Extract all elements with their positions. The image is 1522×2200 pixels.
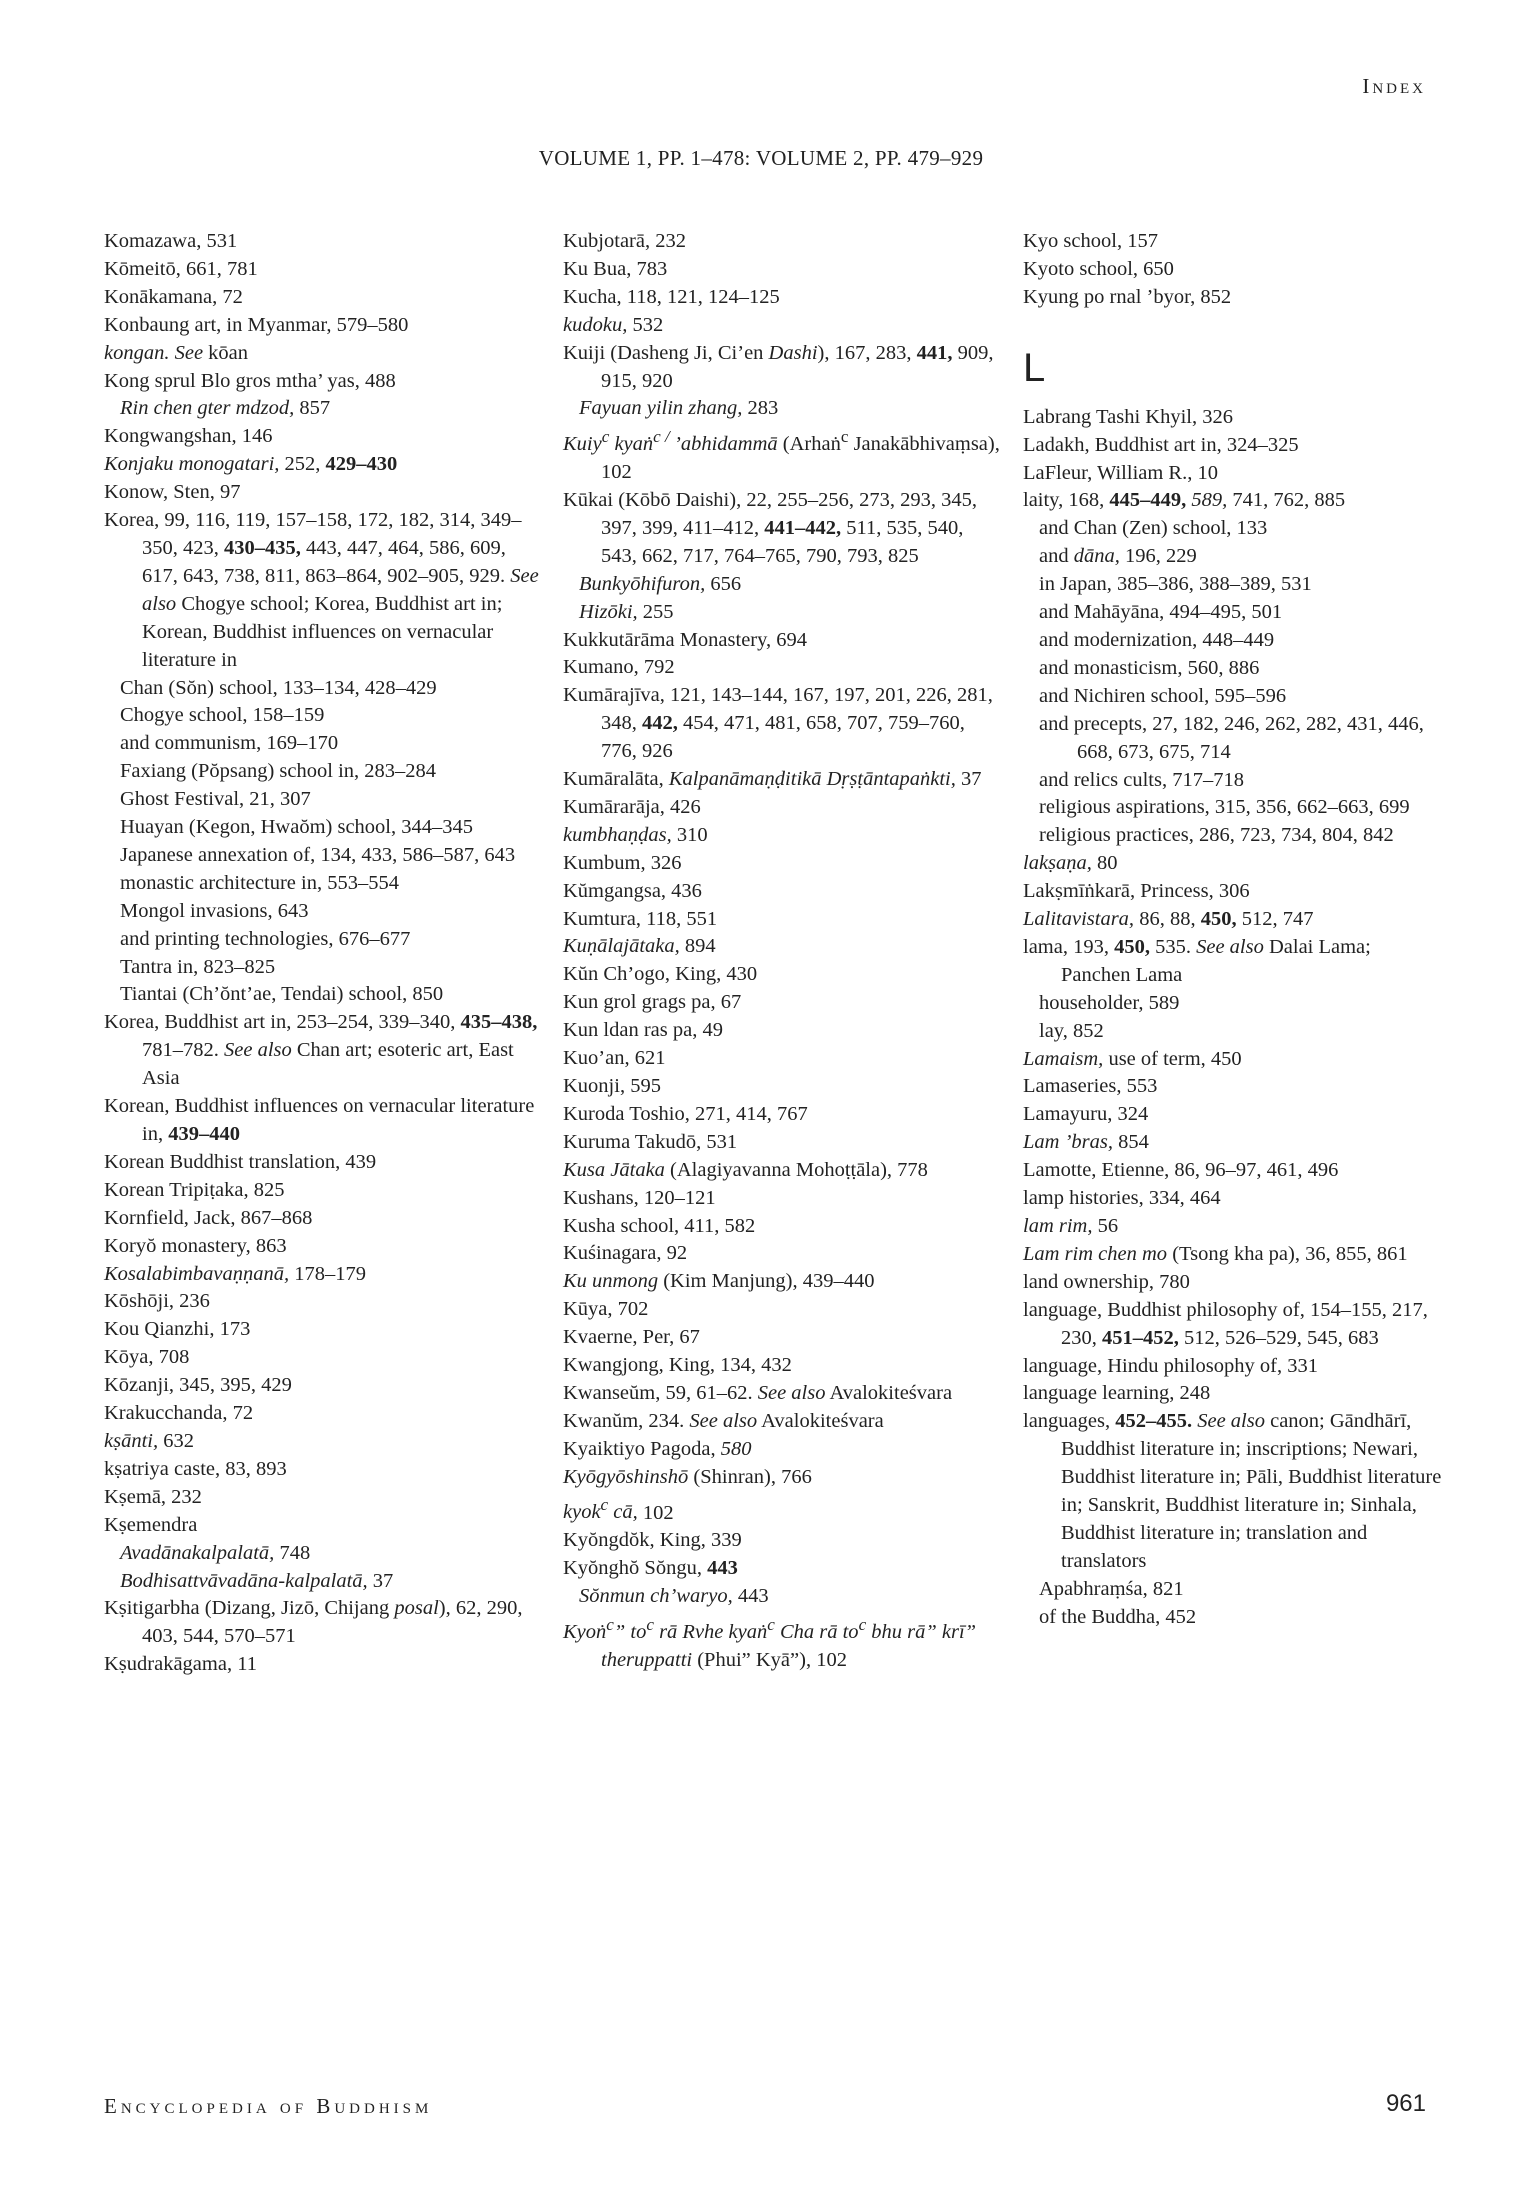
index-entry: Konākamana, 72	[104, 285, 243, 308]
index-entry: Kyŏnghŏ Sŏngu, 443	[563, 1557, 738, 1580]
index-entry: kumbhaṇḍas, 310	[563, 823, 708, 846]
index-entry: Kumano, 792	[563, 656, 675, 679]
index-entry: Kuiy$^c$ kyaṅ$^{c /}$ ’abhidammā (Arhaṅ$^c$ Janakābhivaṃsa), 102	[563, 427, 1000, 484]
index-subentry: and relics cults, 717–718	[1039, 768, 1244, 791]
index-entry: lama, 193, 450, 535. See also Dalai Lama; Panchen Lama	[1023, 935, 1371, 986]
index-entry: Kṣitigarbha (Dizang, Jizō, Chijang posal), 62, 290, 403, 544, 570–571	[104, 1597, 523, 1648]
index-column-1	[104, 228, 544, 1679]
index-subentry: householder, 589	[1039, 991, 1180, 1014]
index-entry: Ku unmong (Kim Manjung), 439–440	[563, 1270, 875, 1293]
index-entry: Kumtura, 118, 551	[563, 907, 718, 930]
index-entry: Kyoṅ$^c$” $to^c$ rā Rvhe kyaṅ$^c$ Cha rā $to^c$ bhu rā” krī” theruppatti (Phui” Kyā”), 102	[563, 1615, 977, 1671]
index-subentry: and Mahāyāna, 494–495, 501	[1039, 601, 1283, 624]
index-entry: Lamayuru, 324	[1023, 1103, 1149, 1126]
index-subentry: Mongol invasions, 643	[120, 899, 309, 922]
index-entry: Kvaerne, Per, 67	[563, 1326, 700, 1349]
index-subentry: Rin chen gter mdzod, 857	[120, 397, 331, 420]
index-subentry: Ghost Festival, 21, 307	[120, 788, 311, 811]
index-entry: Kumāralāta, Kalpanāmaṇḍitikā Dṛṣṭāntapaṅkti, 37	[563, 768, 982, 791]
index-entry: Kōzanji, 345, 395, 429	[104, 1374, 292, 1397]
index-subentry: Japanese annexation of, 134, 433, 586–587, 643	[120, 843, 516, 866]
index-entry: lamp histories, 334, 464	[1023, 1187, 1221, 1210]
index-entry: Konjaku monogatari, 252, 429–430	[104, 453, 398, 476]
index-entry: Lam rim chen mo (Tsong kha pa), 36, 855, 861	[1023, 1242, 1408, 1265]
index-entry: Korean, Buddhist influences on vernacular literature in, 439–440	[104, 1095, 535, 1145]
index-entry: Kōmeitō, 661, 781	[104, 257, 258, 280]
index-subentry: and printing technologies, 676–677	[120, 927, 411, 950]
index-subentry: and modernization, 448–449	[1039, 628, 1275, 651]
index-entry: Kwanŭm, 234. See also Avalokiteśvara	[563, 1409, 884, 1432]
index-entry: Kōya, 708	[104, 1346, 190, 1369]
index-entry: Kornfield, Jack, 867–868	[104, 1206, 313, 1229]
index-entry: Kṣudrakāgama, 11	[104, 1653, 257, 1676]
index-subentry: Sŏnmun ch’waryo, 443	[579, 1585, 769, 1608]
index-entry: Lamaseries, 553	[1023, 1075, 1158, 1098]
index-subentry: in Japan, 385–386, 388–389, 531	[1039, 573, 1312, 596]
index-entry: Kusa Jātaka (Alagiyavanna Mohoṭṭāla), 778	[563, 1158, 928, 1181]
index-subentry: religious practices, 286, 723, 734, 804, 842	[1039, 824, 1394, 847]
index-entry: Kuiji (Dasheng Ji, Ci’en Dashi), 167, 283, 441, 909, 915, 920	[563, 341, 994, 392]
index-entry: Kusha school, 411, 582	[563, 1214, 756, 1237]
index-subentry: Faxiang (Pŏpsang) school in, 283–284	[120, 760, 437, 783]
index-subentry: Bodhisattvāvadāna-kalpalatā, 37	[120, 1569, 394, 1592]
index-entry: Kyo school, 157	[1023, 230, 1158, 252]
index-entry: Kṣemā, 232	[104, 1485, 202, 1508]
index-entry: lakṣaṇa, 80	[1023, 852, 1118, 875]
index-entry: Kyŏngdŏk, King, 339	[563, 1529, 742, 1552]
index-subentry: and Chan (Zen) school, 133	[1039, 517, 1268, 540]
index-entry: Kongwangshan, 146	[104, 425, 273, 448]
index-entry: Konbaung art, in Myanmar, 579–580	[104, 313, 409, 336]
index-entry: Kyaiktiyo Pagoda, 580	[563, 1437, 752, 1460]
index-entry: Lamotte, Etienne, 86, 96–97, 461, 496	[1023, 1159, 1339, 1182]
index-entry: kudoku, 532	[563, 313, 664, 336]
index-entry: Kuroda Toshio, 271, 414, 767	[563, 1102, 808, 1125]
index-subentry: of the Buddha, 452	[1039, 1605, 1197, 1628]
index-entry: Kumārarāja, 426	[563, 795, 701, 818]
index-entry: Kumārajīva, 121, 143–144, 167, 197, 201, 226, 281, 348, 442, 454, 471, 481, 658, 707, 759–760, 776, 926	[563, 684, 993, 763]
index-entry: Kuṇālajātaka, 894	[563, 935, 716, 958]
index-subentry: and precepts, 27, 182, 246, 262, 282, 431, 446, 668, 673, 675, 714	[1039, 712, 1424, 763]
index-entry: Korean Tripiṭaka, 825	[104, 1178, 285, 1201]
index-entry: Labrang Tashi Khyil, 326	[1023, 405, 1233, 428]
index-subentry: and communism, 169–170	[120, 732, 339, 755]
index-entry: Kucha, 118, 121, 124–125	[563, 285, 780, 308]
index-entry: languages, 452–455. See also canon; Gāndhārī, Buddhist literature in; inscriptions; Newari, Buddhist literature in; Pāli, Buddhist literature in; Sanskrit, Buddhist literature in; Sinhala, Buddhist literature in; translation and translators	[1023, 1410, 1442, 1572]
index-entry: kongan. See kōan	[104, 341, 249, 364]
index-entry: Kukkutārāma Monastery, 694	[563, 628, 808, 651]
index-subentry: Chogye school, 158–159	[120, 704, 325, 727]
index-subentry: and Nichiren school, 595–596	[1039, 684, 1287, 707]
index-subentry: and dāna, 196, 229	[1039, 545, 1197, 568]
index-entry: Kou Qianzhi, 173	[104, 1318, 251, 1341]
index-column-3	[1023, 228, 1443, 1632]
index-entry: Kuśinagara, 92	[563, 1242, 688, 1265]
page-number: 961	[1385, 2090, 1426, 2117]
index-entry: Kṣemendra	[104, 1513, 198, 1536]
index-entry: laity, 168, 445–449, 589, 741, 762, 885	[1023, 489, 1346, 512]
index-entry: Kūya, 702	[563, 1298, 649, 1321]
index-entry: Kōshōji, 236	[104, 1290, 210, 1313]
index-entry: Kyoto school, 650	[1023, 257, 1174, 280]
index-section-letter: L	[1023, 345, 1046, 390]
index-subentry: lay, 852	[1039, 1019, 1104, 1042]
index-entry: Komazawa, 531	[104, 230, 238, 252]
index-entry: Kuonji, 595	[563, 1075, 661, 1098]
index-entry: Kun ldan ras pa, 49	[563, 1019, 723, 1042]
index-subentry: Bunkyōhifuron, 656	[579, 572, 742, 595]
index-entry: kṣatriya caste, 83, 893	[104, 1457, 287, 1480]
index-subentry: monastic architecture in, 553–554	[120, 871, 399, 894]
volume-range-line: VOLUME 1, PP. 1–478: VOLUME 2, PP. 479–929	[538, 146, 984, 170]
index-entry: Kosalabimbavaṇṇanā, 178–179	[104, 1262, 366, 1285]
index-entry: Kŭmgangsa, 436	[563, 879, 702, 902]
index-entry: Kumbum, 326	[563, 851, 682, 874]
index-subentry: Avadānakalpalatā, 748	[120, 1541, 311, 1564]
index-entry: land ownership, 780	[1023, 1270, 1190, 1293]
running-head: Index	[1362, 74, 1426, 98]
index-subentry: Chan (Sŏn) school, 133–134, 428–429	[120, 676, 437, 699]
index-entry: kṣānti, 632	[104, 1429, 194, 1452]
index-subentry: Tiantai (Ch’ŏnt’ae, Tendai) school, 850	[120, 983, 444, 1006]
index-entry: Kuo’an, 621	[563, 1047, 666, 1070]
index-entry: Lakṣmīṅkarā, Princess, 306	[1023, 880, 1250, 903]
index-entry: Lamaism, use of term, 450	[1023, 1047, 1242, 1070]
index-entry: Ladakh, Buddhist art in, 324–325	[1023, 433, 1299, 456]
index-entry: Krakucchanda, 72	[104, 1402, 254, 1425]
index-entry: Kushans, 120–121	[563, 1186, 716, 1209]
index-entry: LaFleur, William R., 10	[1023, 461, 1218, 484]
index-entry: language, Hindu philosophy of, 331	[1023, 1354, 1318, 1377]
index-column-2	[563, 228, 1003, 1675]
index-entry: Kubjotarā, 232	[563, 230, 686, 252]
index-entry: Kyōgyōshinshō (Shinran), 766	[563, 1465, 812, 1488]
index-entry: language learning, 248	[1023, 1382, 1211, 1405]
index-subentry: Fayuan yilin zhang, 283	[579, 397, 779, 420]
footer-book-title: Encyclopedia of Buddhism	[104, 2094, 433, 2118]
index-subentry: Huayan (Kegon, Hwaŏm) school, 344–345	[120, 816, 473, 839]
index-entry: Ku Bua, 783	[563, 257, 668, 280]
index-entry: Korean Buddhist translation, 439	[104, 1150, 377, 1173]
index-entry: Kong sprul Blo gros mtha’ yas, 488	[104, 369, 396, 392]
index-entry: Lam ’bras, 854	[1023, 1131, 1149, 1154]
index-entry: language, Buddhist philosophy of, 154–155, 217, 230, 451–452, 512, 526–529, 545, 683	[1023, 1298, 1428, 1349]
index-entry: Kūkai (Kōbō Daishi), 22, 255–256, 273, 293, 345, 397, 399, 411–412, 441–442, 511, 535, 540, 543, 662, 717, 764–765, 790, 793, 825	[563, 488, 977, 567]
index-entry: Koryŏ monastery, 863	[104, 1234, 287, 1257]
index-entry: Kwanseŭm, 59, 61–62. See also Avalokiteśvara	[563, 1381, 953, 1404]
index-entry: lam rim, 56	[1023, 1215, 1119, 1237]
index-subentry: Apabhraṃśa, 821	[1039, 1577, 1184, 1600]
index-subentry: and monasticism, 560, 886	[1039, 656, 1260, 679]
index-subentry: Tantra in, 823–825	[120, 955, 276, 978]
index-entry: Kun grol grags pa, 67	[563, 991, 742, 1014]
index-subentry: religious aspirations, 315, 356, 662–663, 699	[1039, 796, 1410, 819]
index-subentry: Hizōki, 255	[579, 600, 674, 623]
index-entry: Kŭn Ch’ogo, King, 430	[563, 963, 758, 986]
index-entry: Kwangjong, King, 134, 432	[563, 1354, 792, 1377]
index-entry: Lalitavistara, 86, 88, 450, 512, 747	[1023, 908, 1314, 931]
index-entry: kyok$^c$ cā, 102	[563, 1495, 674, 1524]
index-entry: Korea, 99, 116, 119, 157–158, 172, 182, 314, 349–350, 423, 430–435, 443, 447, 464, 586, 609, 617, 643, 738, 811, 863–864, 902–905, 929. See also Chogye school; Korea, Buddhist art in; Korean, Buddhist influences on vernacular literature in	[104, 509, 539, 671]
index-entry: Konow, Sten, 97	[104, 481, 241, 504]
index-entry: Kuruma Takudō, 531	[563, 1130, 738, 1153]
index-entry: Korea, Buddhist art in, 253–254, 339–340, 435–438, 781–782. See also Chan art; esoteric art, East Asia	[104, 1011, 538, 1090]
index-entry: Kyung po rnal ’byor, 852	[1023, 285, 1232, 308]
